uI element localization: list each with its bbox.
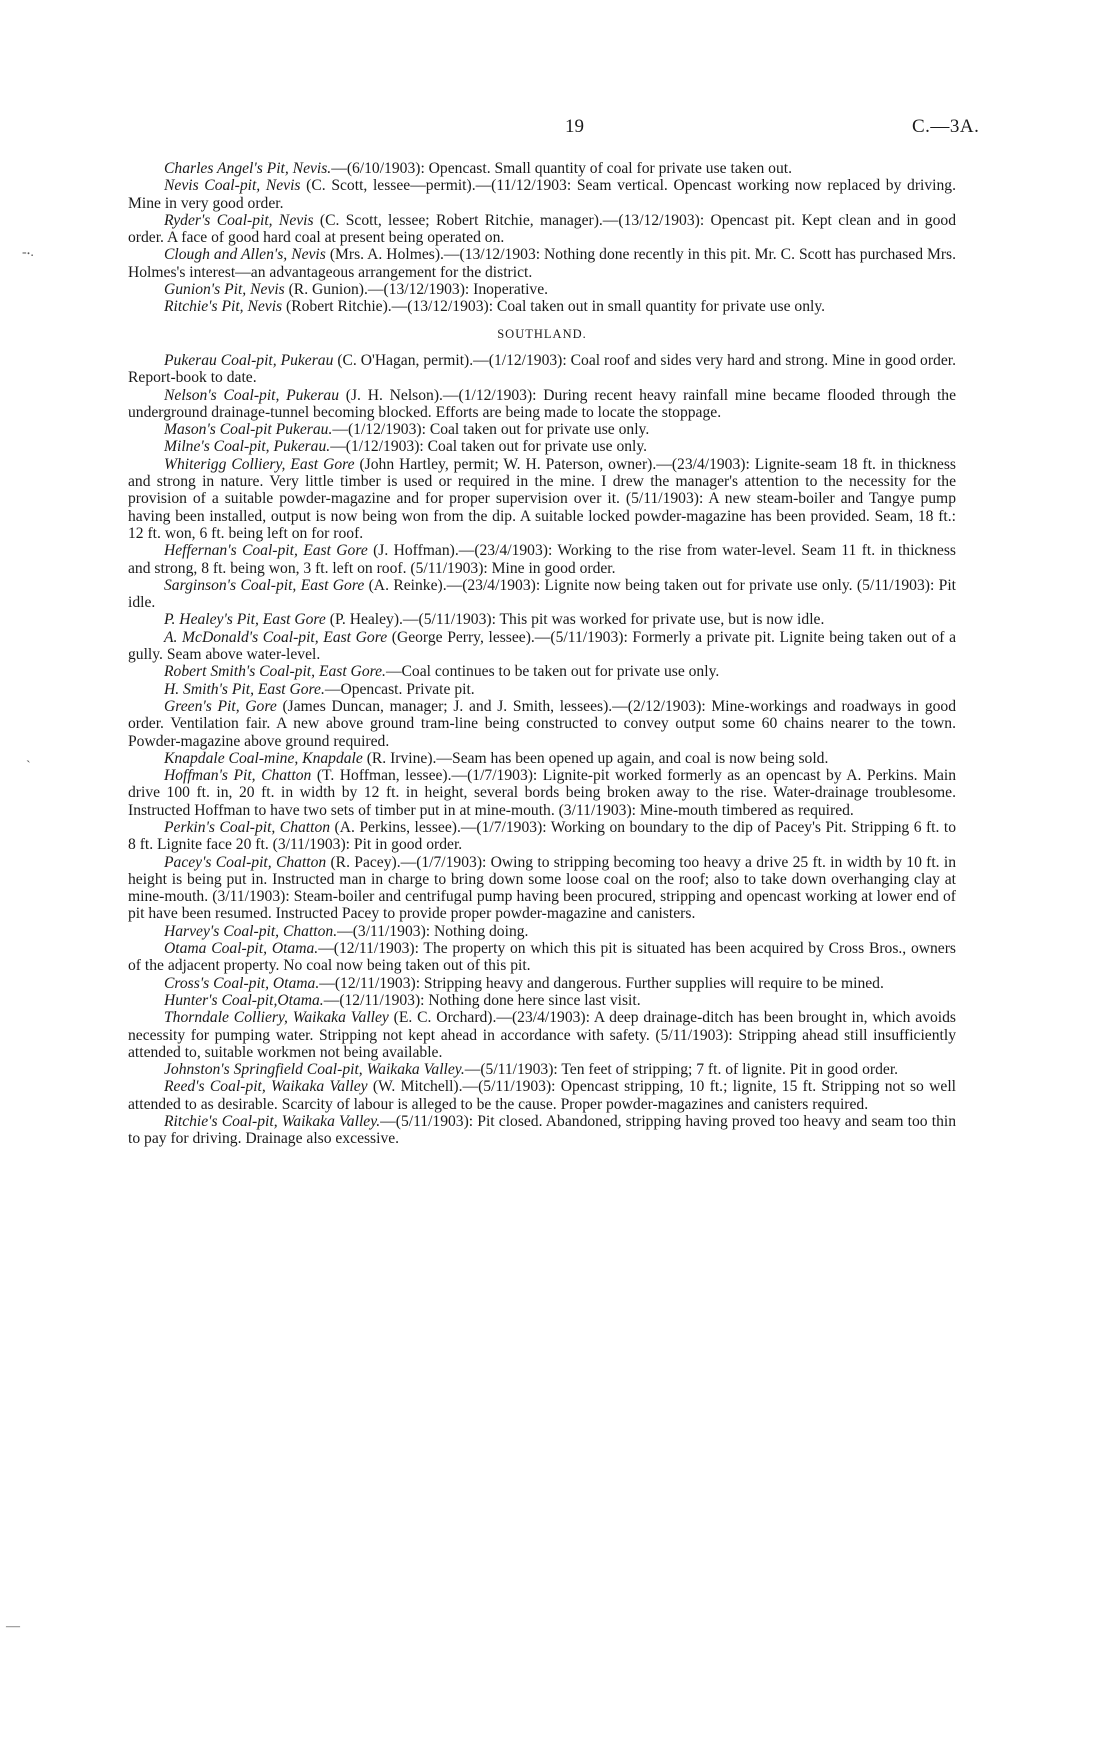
entry (128, 1061, 956, 1078)
entry (128, 160, 956, 177)
entry (128, 940, 956, 975)
entry (128, 212, 956, 247)
pit-name: Heffernan's Coal-pit, East Gore (164, 542, 368, 560)
southland-entries (128, 352, 956, 1148)
entry (128, 438, 956, 455)
pit-name: Pukerau Coal-pit, Pukerau (164, 351, 334, 369)
entry-text: (C. Scott, lessee; Robert Ritchie, manager).—(13/12/1903): Opencast pit. Kept clean and in good order. A face of good hard coal at present being operated on. (128, 211, 956, 247)
entry-text: —(3/11/1903): Nothing doing. (337, 922, 529, 940)
report-body (128, 160, 956, 1148)
entry-text: —Coal continues to be taken out for private use only. (385, 663, 720, 681)
entry-text: —(6/10/1903): Opencast. Small quantity of coal for private use taken out. (331, 160, 792, 177)
pit-name: Johnston's Springfield Coal-pit, Waikaka Valley. (164, 1061, 465, 1079)
entry (128, 750, 956, 767)
pit-name: P. Healey's Pit, East Gore (164, 611, 326, 629)
page-header (0, 116, 1114, 140)
entry-text: —(12/11/1903): The property on which this pit is situated has been acquired by Cross Bros., owners of the adjacent property. No coal now being taken out of this pit. (128, 940, 956, 975)
entry-text: (A. Reinke).—(23/4/1903): Lignite now being taken out for private use only. (5/11/1903): Pit idle. (128, 576, 957, 612)
entry (128, 767, 956, 819)
pit-name: Nevis Coal-pit, Nevis (164, 177, 301, 195)
entry-text: (R. Irvine).—Seam has been opened up again, and coal is now being sold. (362, 749, 829, 767)
entry-text: (C. Scott, lessee—permit).—(11/12/1903: Seam vertical. Opencast working now replaced by driving. Mine in very good order. (128, 177, 956, 212)
entry (128, 663, 956, 680)
section-heading: SOUTHLAND. (497, 326, 587, 341)
entry (128, 177, 956, 212)
entry-text: —(1/12/1903): Coal taken out for private use only. (330, 438, 648, 456)
page-number: 19 (565, 116, 584, 137)
pit-name: Whiterigg Colliery, East Gore (164, 455, 355, 473)
entry-text: (A. Perkins, lessee).—(1/7/1903): Working on boundary to the dip of Pacey's Pit. Stripping 6 ft. to 8 ft. Lignite face 20 ft. (3/11/1903): Pit in good order. (128, 818, 956, 854)
pit-name: Thorndale Colliery, Waikaka Valley (164, 1009, 389, 1027)
entry (128, 1009, 956, 1061)
pit-name: Gunion's Pit, Nevis (164, 281, 285, 299)
entry-text: (James Duncan, manager; J. and J. Smith, lessees).—(2/12/1903): Mine-workings and roadways in good order. Ventilation fair. A new above ground tram-line being constructed to convey output some 60 chains nearer to the town. Powder-magazine above ground required. (128, 697, 957, 750)
entry (128, 975, 956, 992)
pit-name: Knapdale Coal-mine, Knapdale (164, 749, 363, 767)
entry (128, 698, 956, 750)
pit-name: Charles Angel's Pit, Nevis. (164, 160, 332, 177)
pit-name: Perkin's Coal-pit, Chatton (164, 818, 331, 836)
entry (128, 992, 956, 1009)
pit-name: Pacey's Coal-pit, Chatton (164, 853, 327, 871)
pit-name: Nelson's Coal-pit, Pukerau (164, 386, 339, 404)
entry (128, 1078, 956, 1113)
entry-text: (Mrs. A. Holmes).—(13/12/1903: Nothing done recently in this pit. Mr. C. Scott has purchased Mrs. Holmes's interest—an advantageous arrangement for the district. (128, 246, 956, 281)
pit-name: Mason's Coal-pit Pukerau. (164, 421, 333, 439)
entry (128, 681, 956, 698)
entry-text: (P. Healey).—(5/11/1903): This pit was worked for private use, but is now idle. (325, 611, 825, 629)
entry (128, 923, 956, 940)
pit-name: Robert Smith's Coal-pit, East Gore. (164, 663, 386, 681)
margin-mark: — (6, 1619, 20, 1634)
entry-text: (J. H. Nelson).—(1/12/1903): During recent heavy rainfall mine became flooded through the underground drainage-tunnel becoming blocked. Efforts are being made to locate the stoppage. (128, 386, 956, 421)
pit-name: Hoffman's Pit, Chatton (164, 767, 312, 785)
entry (128, 1113, 956, 1148)
entry (128, 611, 956, 628)
entry-text: —(1/12/1903): Coal taken out for private use only. (332, 421, 650, 439)
entry (128, 542, 956, 577)
pit-name: Milne's Coal-pit, Pukerau. (164, 438, 331, 456)
pit-name: Harvey's Coal-pit, Chatton. (164, 922, 338, 940)
entry-text: —(12/11/1903): Stripping heavy and dangerous. Further supplies will require to be mined. (319, 974, 884, 992)
pit-name: Clough and Allen's, Nevis (164, 246, 326, 264)
document-reference: C.—3A. (912, 116, 980, 137)
entry (128, 352, 956, 387)
entry (128, 854, 956, 923)
pit-name: A. McDonald's Coal-pit, East Gore (164, 628, 388, 646)
pit-name: Ritchie's Pit, Nevis (164, 298, 283, 316)
pit-name: Sarginson's Coal-pit, East Gore (164, 576, 365, 594)
entry-text: (R. Gunion).—(13/12/1903): Inoperative. (284, 281, 549, 299)
entry-text: (W. Mitchell).—(5/11/1903): Opencast stripping, 10 ft.; lignite, 15 ft. Stripping not so well attended to as desirable. Scarcity of labour is alleged to be the cause. Proper powder-magazines and canisters required. (128, 1078, 956, 1113)
entry-text: (John Hartley, permit; W. H. Paterson, owner).—(23/4/1903): Lignite-seam 18 ft. in thickness and strong in nature. Very little timber is used or required in the mine. I drew the manager's attention to the necessity for the provision of a suitable powder-magazine and for proper supervision over it. (5/11/1903): A new steam-boiler and Tangye pump having been installed, output is now being won from the dip. A suitable locked powder-magazine has been provided. Seam, 18 ft.: 12 ft. won, 6 ft. being left on for roof. (128, 455, 956, 542)
pit-name: Green's Pit, Gore (164, 697, 277, 715)
entry-text: (J. Hoffman).—(23/4/1903): Working to the rise from water-level. Seam 11 ft. in thickness and strong, 8 ft. being won, 3 ft. left on roof. (5/11/1903): Mine in good order. (128, 542, 956, 577)
entry (128, 577, 956, 612)
entry (128, 281, 956, 298)
entry (128, 246, 956, 281)
entry (128, 421, 956, 438)
pit-name: Otama Coal-pit, Otama. (164, 940, 319, 958)
nevis-entries (128, 160, 956, 316)
entry-text: —Opencast. Private pit. (324, 680, 475, 698)
pit-name: Hunter's Coal-pit,Otama. (164, 991, 324, 1009)
entry-text: (George Perry, lessee).—(5/11/1903): Formerly a private pit. Lignite being taken out of a gully. Seam above water-level. (128, 628, 957, 664)
entry (128, 298, 956, 315)
entry-text: —(12/11/1903): Nothing done here since last visit. (323, 991, 641, 1009)
entry-text: (Robert Ritchie).—(13/12/1903): Coal taken out in small quantity for private use only. (282, 298, 826, 316)
pit-name: Ritchie's Coal-pit, Waikaka Valley. (164, 1113, 381, 1131)
entry (128, 387, 956, 422)
entry-text: —(5/11/1903): Ten feet of stripping; 7 ft. of lignite. Pit in good order. (464, 1061, 899, 1079)
entry-text: (T. Hoffman, lessee).—(1/7/1903): Lignite-pit worked formerly as an opencast by A. Perkins. Main drive 100 ft. in, 20 ft. in width by 12 ft. in height, several bords being broken away to the rise. Water-drainage troublesome. Instructed Hoffman to have two sets of timber put in at mine-mouth. (3/11/1903): Mine-mouth timbered as required. (128, 767, 956, 819)
pit-name: H. Smith's Pit, East Gore. (164, 680, 325, 698)
entry-text: —(5/11/1903): Pit closed. Abandoned, stripping having proved too heavy and seam too thin to pay for driving. Drainage also excessive. (128, 1113, 956, 1148)
margin-mark: ` (26, 759, 31, 774)
pit-name: Ryder's Coal-pit, Nevis (164, 211, 314, 229)
pit-name: Cross's Coal-pit, Otama. (164, 974, 320, 992)
entry-text: (E. C. Orchard).—(23/4/1903): A deep drainage-ditch has been brought in, which avoids necessity for pumping water. Stripping not kept ahead in accordance with safety. (5/11/1903): Stripping ahead still insufficiently attended to, suitable workmen not being available. (128, 1009, 956, 1061)
entry (128, 819, 956, 854)
entry (128, 629, 956, 664)
entry-text: (C. O'Hagan, permit).—(1/12/1903): Coal roof and sides very hard and strong. Mine in good order. Report-book to date. (128, 351, 956, 387)
entry (128, 456, 956, 542)
margin-mark: -⸳. (22, 245, 34, 260)
pit-name: Reed's Coal-pit, Waikaka Valley (164, 1078, 368, 1096)
entry-text: (R. Pacey).—(1/7/1903): Owing to stripping becoming too heavy a drive 25 ft. in width by 10 ft. in height is being put in. Instructed man in charge to bring down some loose coal on the roof; also to take down overhanging clay at mine-mouth. (3/11/1903): Steam-boiler and centrifugal pump having been procured, stripping and opencast working at lower end of pit have been resumed. Instructed Pacey to provide proper powder-magazine and canisters. (128, 853, 956, 923)
